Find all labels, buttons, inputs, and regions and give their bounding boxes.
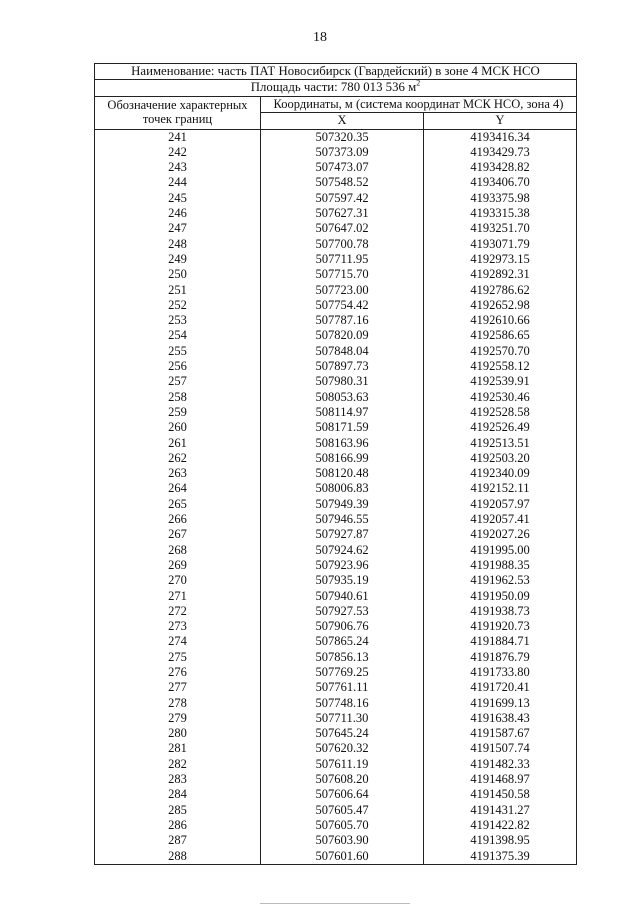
y-coordinate-cell: 4192530.46 <box>424 390 577 405</box>
y-coordinate-cell: 4193406.70 <box>424 175 577 190</box>
x-coordinate-cell: 507723.00 <box>261 283 424 298</box>
table-row <box>95 787 577 802</box>
table-row <box>95 267 577 282</box>
point-number-cell: 256 <box>95 359 261 374</box>
point-number-cell: 243 <box>95 160 261 175</box>
point-number-cell: 267 <box>95 527 261 542</box>
y-coordinate-cell: 4191587.67 <box>424 726 577 741</box>
point-number-cell: 270 <box>95 573 261 588</box>
x-coordinate-cell: 507940.61 <box>261 589 424 604</box>
y-coordinate-cell: 4191884.71 <box>424 634 577 649</box>
x-coordinate-cell: 507787.16 <box>261 313 424 328</box>
y-coordinate-cell: 4192513.51 <box>424 436 577 451</box>
x-coordinate-cell: 508053.63 <box>261 390 424 405</box>
x-coordinate-cell: 507601.60 <box>261 849 424 865</box>
x-coordinate-cell: 507946.55 <box>261 512 424 527</box>
x-coordinate-cell: 507748.16 <box>261 696 424 711</box>
x-coordinate-cell: 507906.76 <box>261 619 424 634</box>
point-number-cell: 263 <box>95 466 261 481</box>
divider <box>260 903 410 904</box>
table-row <box>95 604 577 619</box>
table-row <box>95 298 577 313</box>
y-coordinate-cell: 4191375.39 <box>424 849 577 865</box>
table-row <box>95 221 577 236</box>
table-row <box>95 436 577 451</box>
x-coordinate-cell: 507856.13 <box>261 650 424 665</box>
y-coordinate-cell: 4192027.26 <box>424 527 577 542</box>
point-header-line1: Обозначение характерных <box>107 97 248 112</box>
table-row <box>95 497 577 512</box>
table-row <box>95 390 577 405</box>
table-row <box>95 833 577 848</box>
y-coordinate-cell: 4191398.95 <box>424 833 577 848</box>
x-coordinate-cell: 507769.25 <box>261 665 424 680</box>
table-row <box>95 206 577 221</box>
y-coordinate-cell: 4192057.97 <box>424 497 577 512</box>
x-coordinate-cell: 507548.52 <box>261 175 424 190</box>
page-number: 18 <box>313 30 327 45</box>
y-coordinate-cell: 4192152.11 <box>424 481 577 496</box>
x-coordinate-cell: 507606.64 <box>261 787 424 802</box>
y-coordinate-cell: 4191450.58 <box>424 787 577 802</box>
point-number-cell: 268 <box>95 543 261 558</box>
y-coordinate-cell: 4192973.15 <box>424 252 577 267</box>
table-row <box>95 160 577 175</box>
point-number-cell: 255 <box>95 344 261 359</box>
table-row <box>95 711 577 726</box>
x-coordinate-cell: 507980.31 <box>261 374 424 389</box>
table-row <box>95 481 577 496</box>
point-number-cell: 285 <box>95 803 261 818</box>
y-coordinate-cell: 4192340.09 <box>424 466 577 481</box>
y-coordinate-cell: 4193071.79 <box>424 237 577 252</box>
y-coordinate-cell: 4191938.73 <box>424 604 577 619</box>
table-row <box>95 283 577 298</box>
point-number-cell: 250 <box>95 267 261 282</box>
x-coordinate-cell: 507715.70 <box>261 267 424 282</box>
point-number-cell: 274 <box>95 634 261 649</box>
table-row <box>95 634 577 649</box>
point-number-cell: 271 <box>95 589 261 604</box>
point-number-cell: 281 <box>95 741 261 756</box>
y-coordinate-cell: 4192528.58 <box>424 405 577 420</box>
x-column-header: X <box>261 113 424 130</box>
point-number-cell: 241 <box>95 129 261 145</box>
table-row <box>95 680 577 695</box>
x-coordinate-cell: 507647.02 <box>261 221 424 236</box>
point-number-cell: 245 <box>95 191 261 206</box>
x-coordinate-cell: 507603.90 <box>261 833 424 848</box>
point-number-cell: 259 <box>95 405 261 420</box>
x-coordinate-cell: 508006.83 <box>261 481 424 496</box>
x-coordinate-cell: 507923.96 <box>261 558 424 573</box>
area-text: Площадь части: 780 013 536 м <box>250 80 417 95</box>
table-row <box>95 145 577 160</box>
x-coordinate-cell: 508166.99 <box>261 451 424 466</box>
table-title: Наименование: часть ПАТ Новосибирск (Гвардейский) в зоне 4 МСК НСО <box>95 64 577 80</box>
x-coordinate-cell: 507605.47 <box>261 803 424 818</box>
x-coordinate-cell: 507373.09 <box>261 145 424 160</box>
table-row <box>95 451 577 466</box>
area-label <box>95 80 577 96</box>
x-coordinate-cell: 507848.04 <box>261 344 424 359</box>
point-number-cell: 248 <box>95 237 261 252</box>
table-row <box>95 328 577 343</box>
point-number-cell: 262 <box>95 451 261 466</box>
point-number-cell: 275 <box>95 650 261 665</box>
y-coordinate-cell: 4191699.13 <box>424 696 577 711</box>
x-coordinate-cell: 507645.24 <box>261 726 424 741</box>
y-coordinate-cell: 4193429.73 <box>424 145 577 160</box>
point-number-cell: 272 <box>95 604 261 619</box>
table-row <box>95 665 577 680</box>
table-row <box>95 512 577 527</box>
point-number-cell: 257 <box>95 374 261 389</box>
x-coordinate-cell: 507927.53 <box>261 604 424 619</box>
y-coordinate-cell: 4191733.80 <box>424 665 577 680</box>
table-row <box>95 252 577 267</box>
y-coordinate-cell: 4192539.91 <box>424 374 577 389</box>
y-coordinate-cell: 4191468.97 <box>424 772 577 787</box>
x-coordinate-cell: 507897.73 <box>261 359 424 374</box>
y-coordinate-cell: 4191422.82 <box>424 818 577 833</box>
y-coordinate-cell: 4191950.09 <box>424 589 577 604</box>
table-row <box>95 191 577 206</box>
y-coordinate-cell: 4193251.70 <box>424 221 577 236</box>
point-number-cell: 282 <box>95 757 261 772</box>
point-number-cell: 273 <box>95 619 261 634</box>
y-coordinate-cell: 4191482.33 <box>424 757 577 772</box>
point-number-cell: 242 <box>95 145 261 160</box>
x-coordinate-cell: 507761.11 <box>261 680 424 695</box>
y-coordinate-cell: 4192610.66 <box>424 313 577 328</box>
point-number-cell: 287 <box>95 833 261 848</box>
y-column-header: Y <box>424 113 577 130</box>
point-number-cell: 276 <box>95 665 261 680</box>
y-coordinate-cell: 4192558.12 <box>424 359 577 374</box>
y-coordinate-cell: 4192892.31 <box>424 267 577 282</box>
table-row <box>95 466 577 481</box>
table-row <box>95 849 577 865</box>
point-number-cell: 253 <box>95 313 261 328</box>
point-number-cell: 258 <box>95 390 261 405</box>
point-number-cell: 254 <box>95 328 261 343</box>
y-coordinate-cell: 4191920.73 <box>424 619 577 634</box>
table-row <box>95 619 577 634</box>
y-coordinate-cell: 4192570.70 <box>424 344 577 359</box>
y-coordinate-cell: 4191962.53 <box>424 573 577 588</box>
point-number-cell: 280 <box>95 726 261 741</box>
x-coordinate-cell: 507620.32 <box>261 741 424 756</box>
table-row <box>95 237 577 252</box>
table-row <box>95 741 577 756</box>
table-row <box>95 558 577 573</box>
y-coordinate-cell: 4191720.41 <box>424 680 577 695</box>
table-row <box>95 818 577 833</box>
y-coordinate-cell: 4191988.35 <box>424 558 577 573</box>
coordinates-column-header: Координаты, м (система координат МСК НСО, зона 4) <box>261 96 577 113</box>
point-number-cell: 246 <box>95 206 261 221</box>
x-coordinate-cell: 507711.30 <box>261 711 424 726</box>
point-column-header <box>95 96 261 129</box>
x-coordinate-cell: 508120.48 <box>261 466 424 481</box>
x-coordinate-cell: 507927.87 <box>261 527 424 542</box>
point-number-cell: 266 <box>95 512 261 527</box>
point-number-cell: 247 <box>95 221 261 236</box>
table-row <box>95 359 577 374</box>
x-coordinate-cell: 508114.97 <box>261 405 424 420</box>
point-number-cell: 286 <box>95 818 261 833</box>
point-number-cell: 252 <box>95 298 261 313</box>
point-number-cell: 284 <box>95 787 261 802</box>
y-coordinate-cell: 4191995.00 <box>424 543 577 558</box>
y-coordinate-cell: 4193315.38 <box>424 206 577 221</box>
point-number-cell: 260 <box>95 420 261 435</box>
table-header <box>95 64 577 130</box>
table-row <box>95 527 577 542</box>
x-coordinate-cell: 507949.39 <box>261 497 424 512</box>
coordinates-table <box>94 63 577 865</box>
y-coordinate-cell: 4192503.20 <box>424 451 577 466</box>
table-row <box>95 344 577 359</box>
x-coordinate-cell: 507754.42 <box>261 298 424 313</box>
point-number-cell: 264 <box>95 481 261 496</box>
x-coordinate-cell: 507711.95 <box>261 252 424 267</box>
y-coordinate-cell: 4192652.98 <box>424 298 577 313</box>
point-number-cell: 244 <box>95 175 261 190</box>
x-coordinate-cell: 507935.19 <box>261 573 424 588</box>
table-row <box>95 374 577 389</box>
x-coordinate-cell: 507820.09 <box>261 328 424 343</box>
y-coordinate-cell: 4193416.34 <box>424 129 577 145</box>
point-number-cell: 278 <box>95 696 261 711</box>
point-number-cell: 288 <box>95 849 261 865</box>
table-row <box>95 803 577 818</box>
y-coordinate-cell: 4193428.82 <box>424 160 577 175</box>
table-body <box>95 129 577 864</box>
x-coordinate-cell: 507320.35 <box>261 129 424 145</box>
table-row <box>95 129 577 145</box>
table-row <box>95 175 577 190</box>
point-header-line2: точек границ <box>142 111 213 126</box>
point-number-cell: 277 <box>95 680 261 695</box>
table-row <box>95 543 577 558</box>
point-number-cell: 265 <box>95 497 261 512</box>
point-number-cell: 279 <box>95 711 261 726</box>
point-number-cell: 249 <box>95 252 261 267</box>
y-coordinate-cell: 4192586.65 <box>424 328 577 343</box>
area-unit-superscript: 2 <box>416 79 421 89</box>
table-row <box>95 650 577 665</box>
y-coordinate-cell: 4192526.49 <box>424 420 577 435</box>
table-row <box>95 726 577 741</box>
table-row <box>95 405 577 420</box>
table-row <box>95 589 577 604</box>
x-coordinate-cell: 507700.78 <box>261 237 424 252</box>
y-coordinate-cell: 4191638.43 <box>424 711 577 726</box>
table-row <box>95 573 577 588</box>
y-coordinate-cell: 4191876.79 <box>424 650 577 665</box>
x-coordinate-cell: 507608.20 <box>261 772 424 787</box>
y-coordinate-cell: 4193375.98 <box>424 191 577 206</box>
x-coordinate-cell: 507605.70 <box>261 818 424 833</box>
y-coordinate-cell: 4191507.74 <box>424 741 577 756</box>
point-number-cell: 251 <box>95 283 261 298</box>
table-row <box>95 313 577 328</box>
y-coordinate-cell: 4191431.27 <box>424 803 577 818</box>
table-row <box>95 420 577 435</box>
x-coordinate-cell: 507611.19 <box>261 757 424 772</box>
point-number-cell: 269 <box>95 558 261 573</box>
x-coordinate-cell: 507627.31 <box>261 206 424 221</box>
x-coordinate-cell: 507473.07 <box>261 160 424 175</box>
x-coordinate-cell: 507865.24 <box>261 634 424 649</box>
x-coordinate-cell: 508171.59 <box>261 420 424 435</box>
point-number-cell: 261 <box>95 436 261 451</box>
table-row <box>95 757 577 772</box>
y-coordinate-cell: 4192057.41 <box>424 512 577 527</box>
x-coordinate-cell: 508163.96 <box>261 436 424 451</box>
table-row <box>95 772 577 787</box>
x-coordinate-cell: 507597.42 <box>261 191 424 206</box>
point-number-cell: 283 <box>95 772 261 787</box>
table-row <box>95 696 577 711</box>
y-coordinate-cell: 4192786.62 <box>424 283 577 298</box>
x-coordinate-cell: 507924.62 <box>261 543 424 558</box>
